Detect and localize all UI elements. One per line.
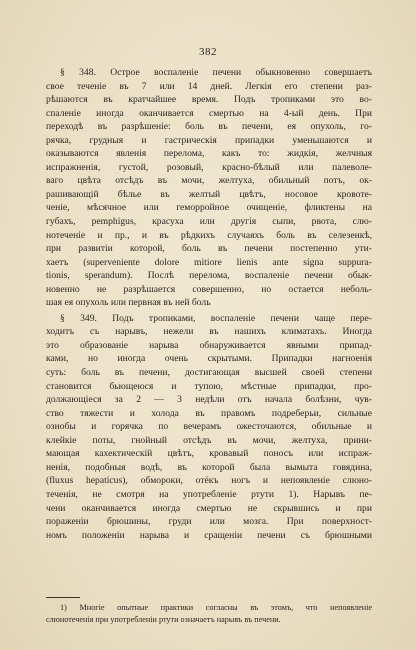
text-line: чени оканчивается иногда смертью не скрывшись и при [46,502,372,514]
footnote-divider [46,597,80,598]
text-line: новенно не разрѣшается совершенно, но остается неболь- [46,283,372,295]
text-line: мающая кахектическій цвѣтъ, кровавый поносъ или испраж- [46,448,372,460]
text-line: ство тяжести и холода въ правомъ подреберьи, сильные [46,407,372,419]
text-line: свое теченіе въ 7 или 14 дней. Легкія его степени раз- [46,80,372,92]
text-line: (fluxus hepaticus), обмороки, отёкъ ногъ и непоявленіе слюно- [46,475,372,487]
text-line: § 348. Острое воспаленіе печени обыкновенно совершаетъ [60,67,372,78]
text-line: ненія, подобныя водѣ, въ которой была вымыта говядина, [46,461,372,473]
text-line: tionis, sperandum). Послѣ перелома, воспаленіе печени обык- [46,270,372,282]
text-line: ходитъ съ нарывъ, нежели въ нашихъ климатахъ. Иногда [46,326,372,338]
text-line: ками, но иногда очень скрытыми. Припадки нагноенія [46,353,372,365]
footnote [46,602,372,626]
text-line: должающіеся за 2 — 3 недѣли отъ начала болѣзни, чув- [46,394,372,406]
footnote-line: слюнотеченія при употребленіи ртути означаетъ нарывъ въ печени. [46,615,281,624]
text-line: хаетъ (superveniente dolore mitiore lienis ante signa suppura- [46,256,372,268]
text-line: § 349. Подъ тропиками, воспаленіе печени чаще пере- [60,312,372,324]
text-line: это образованіе нарыва обнаруживается явными припад- [46,339,372,351]
text-line: клейкіе поты, гнойный отсѣдъ въ мочи, желтуха, прини- [46,434,372,446]
body-text [46,66,372,542]
text-line: рячка, грудныя и гастрическія припадки уменьшаются и [46,134,372,146]
footnote-line: 1) Многіе опытные практики согласны въ этомъ, что непоявленіе [60,603,372,612]
text-line: губахъ, pemphigus, красуха или другія сыпи, рвота, слю- [46,216,372,228]
text-line: спаленіе иногда оканчивается смертью на 4-ый день. При [46,107,372,119]
page-number: 382 [199,46,217,58]
text-line: испражненія, густой, розовый, красно-бѣлый или палеволе- [46,161,372,173]
text-line: суть: боль въ печени, достигающая высшей своей степени [46,367,372,379]
text-line: рѣшаются въ кратчайшее время. Подъ тропиками это во- [46,94,372,106]
text-line: ваго цвѣта отсѣдъ въ мочи, желтуха, обильный потъ, ок- [46,175,372,187]
text-line: шая ея опухоль или первная въ ней боль [46,297,211,309]
text-line: теченія, не смотря на употребленіе ртути 1). Нарывъ пе- [46,488,372,500]
text-line: нотеченіе и пр., и въ рѣдкихъ случаяхъ боль въ селезенкѣ, [46,229,372,241]
text-line: ознобы и горячка по вечерамъ ожесточаются, обильные и [46,421,372,433]
text-line: ченіе, мѣсячное или геморройное очищеніе, фликтены на [46,202,372,214]
text-line: номъ положеніи нарыва и сращеніи печени съ брюшными [46,529,372,541]
paragraph-349 [46,312,372,542]
text-line: становится бьющеюся и тупою, мѣстные припадки, про- [46,380,372,392]
text-line: переходѣ въ разрѣшеніе: боль въ печени, ея опухоль, го- [46,121,372,133]
paragraph-348 [46,66,372,310]
text-line: пораженіи брюшины, груди или мозга. При поверхност- [46,516,372,528]
text-line: рашивающій бѣлье въ желтый цвѣтъ, носовое кровоте- [46,188,372,200]
text-line: при развитіи которой, боль въ печени постепенно ути- [46,243,372,255]
text-line: оказываются явленія перелома, какъ то: жидкія, желчныя [46,148,372,160]
